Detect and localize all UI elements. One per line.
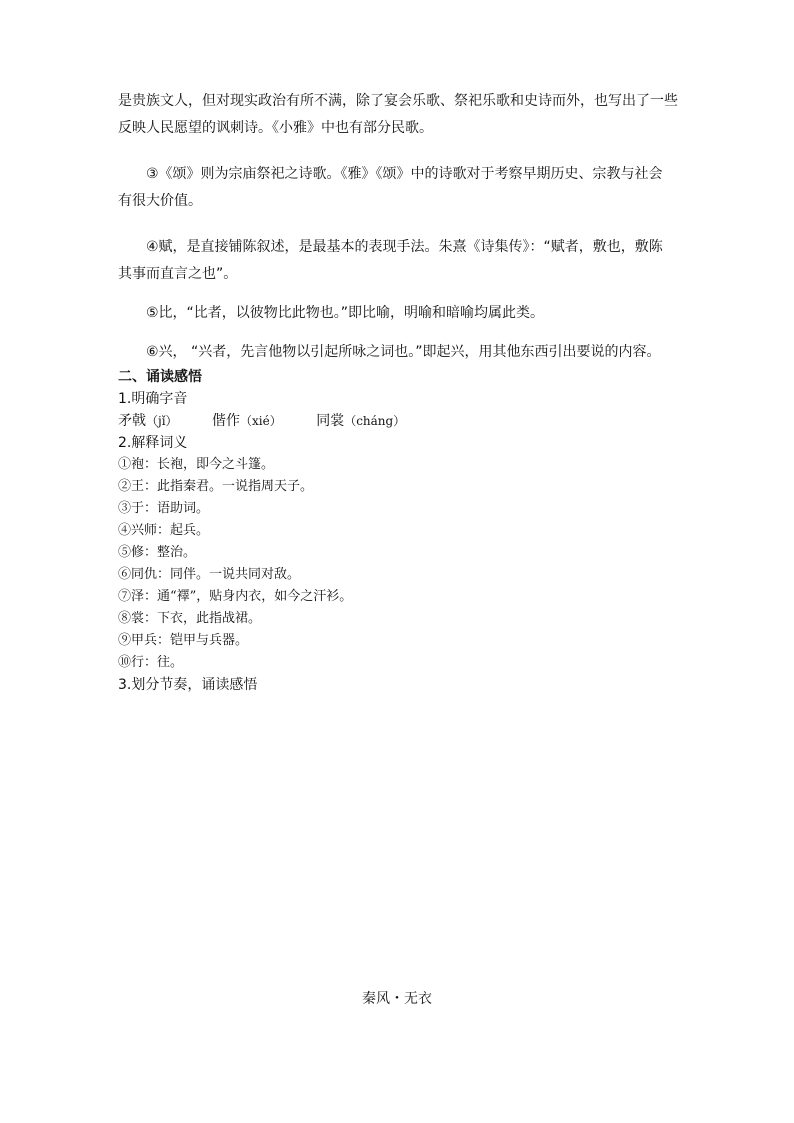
note-song-line-1: ③《颂》则为宗庙祭祀之诗歌。《雅》《颂》中的诗歌对于考察早期历史、宗教与社会 (146, 166, 663, 182)
note-xing-line-1: ⑥兴， “兴者，先言他物以引起所咏之词也。”即起兴，用其他东西引出要说的内容。 (146, 344, 661, 360)
intro-line-2: 反映人民愿望的讽刺诗。《小雅》中也有部分民歌。 (118, 120, 433, 136)
pinyin-reading: （xié） (240, 414, 282, 428)
pinyin-reading: （jǐ） (146, 414, 178, 428)
poem-title: 秦风・无衣 (362, 991, 432, 1007)
pinyin-item (316, 410, 405, 432)
note-fu-line-1: ④赋，是直接铺陈叙述，是最基本的表现手法。朱熹《诗集传》：“赋者，敷也，敷陈 (146, 239, 663, 255)
pinyin-reading: （cháng） (344, 414, 406, 428)
subheading-rhythm: 3.划分节奏，诵读感悟 (118, 677, 258, 693)
note-bi-line-1: ⑤比，“比者，以彼物比此物也。”即比喻，明喻和暗喻均属此类。 (146, 305, 545, 321)
note-song (118, 161, 680, 215)
pinyin-list (118, 410, 680, 432)
document-body (118, 88, 680, 696)
definition-item: ⑧裳：下衣，此指战裙。 (118, 611, 262, 626)
pinyin-word: 矛戟 (118, 413, 146, 429)
definition-item: ⑥同仇：同伴。一说共同对敌。 (118, 567, 301, 582)
note-song-line-2: 有很大价值。 (118, 193, 202, 209)
note-bi (118, 300, 680, 327)
definition-item: ⑩行：往。 (118, 655, 184, 670)
pinyin-word: 同裳 (316, 413, 345, 429)
definition-item: ⑨甲兵：铠甲与兵器。 (118, 633, 249, 648)
pinyin-item (118, 410, 178, 432)
note-fu (118, 234, 680, 288)
definition-item: ①袍：长袍，即今之斗篷。 (118, 457, 275, 472)
pinyin-item (212, 410, 282, 432)
subheading-definitions: 2.解释词义 (118, 435, 188, 451)
intro-paragraph (118, 88, 680, 142)
definition-item: ⑦泽：通“襗”，贴身内衣，如今之汗衫。 (118, 589, 353, 604)
intro-line-1: 是贵族文人，但对现实政治有所不满，除了宴会乐歌、祭祀乐歌和史诗而外，也写出了一些 (118, 93, 678, 109)
note-xing (118, 339, 680, 366)
definition-item: ③于：语助词。 (118, 501, 210, 516)
subheading-pronunciation: 1.明确字音 (118, 391, 188, 407)
definition-item: ⑤修：整治。 (118, 545, 197, 560)
note-fu-line-2: 其事而直言之也”。 (118, 266, 238, 282)
pinyin-word: 偕作 (212, 413, 241, 429)
definition-item: ②王：此指秦君。一说指周天子。 (118, 479, 314, 494)
definition-item: ④兴师：起兵。 (118, 523, 210, 538)
section-heading: 二、诵读感悟 (118, 369, 202, 385)
